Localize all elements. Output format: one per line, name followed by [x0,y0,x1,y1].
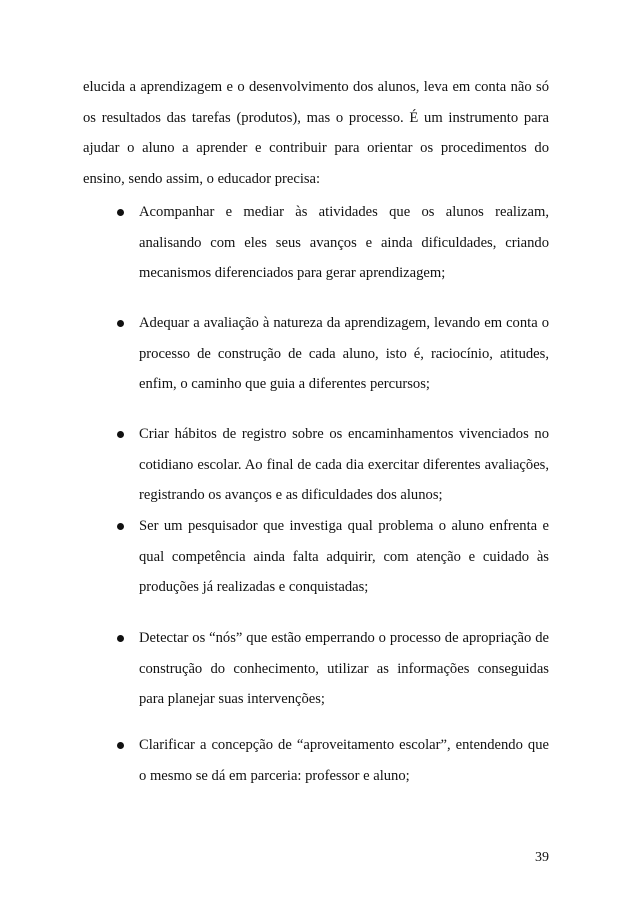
list-item-text: Criar hábitos de registro sobre os encaminhamentos vivenciados no cotidiano escolar. Ao final de cada dia exercitar diferentes avaliações, registrando os avanços e as dificuldades dos alunos; [139,426,549,503]
list-item [117,511,549,603]
list-item [117,730,549,791]
list-item-text: Ser um pesquisador que investiga qual problema o aluno enfrenta e qual competência ainda falta adquirir, com atenção e cuidado às produções já realizadas e conquistadas; [139,518,549,595]
list-item [117,308,549,400]
bullet-icon [117,431,124,438]
page-number: 39 [535,850,549,865]
list-item [117,623,549,715]
bullet-icon [117,209,124,216]
bullet-icon [117,523,124,530]
list-item-text: Clarificar a concepção de “aproveitamento escolar”, entendendo que o mesmo se dá em parceria: professor e aluno; [139,737,549,784]
bullet-icon [117,320,124,327]
list-item-text: Detectar os “nós” que estão emperrando o processo de apropriação de construção do conhecimento, utilizar as informações conseguidas para planejar suas intervenções; [139,630,549,707]
list-item [117,197,549,289]
bullet-icon [117,742,124,749]
intro-paragraph: elucida a aprendizagem e o desenvolvimento dos alunos, leva em conta não só os resultados das tarefas (produtos), mas o processo. É um instrumento para ajudar o aluno a aprender e contribuir para orientar os procedimentos do ensino, sendo assim, o educador precisa: [83,79,549,187]
list-item-text: Adequar a avaliação à natureza da aprendizagem, levando em conta o processo de construção de cada aluno, isto é, raciocínio, atitudes, enfim, o caminho que guia a diferentes percursos; [139,315,549,392]
bullet-icon [117,635,124,642]
list-item [117,419,549,511]
list-item-text: Acompanhar e mediar às atividades que os alunos realizam, analisando com eles seus avanços e ainda dificuldades, criando mecanismos diferenciados para gerar aprendizagem; [139,204,549,281]
